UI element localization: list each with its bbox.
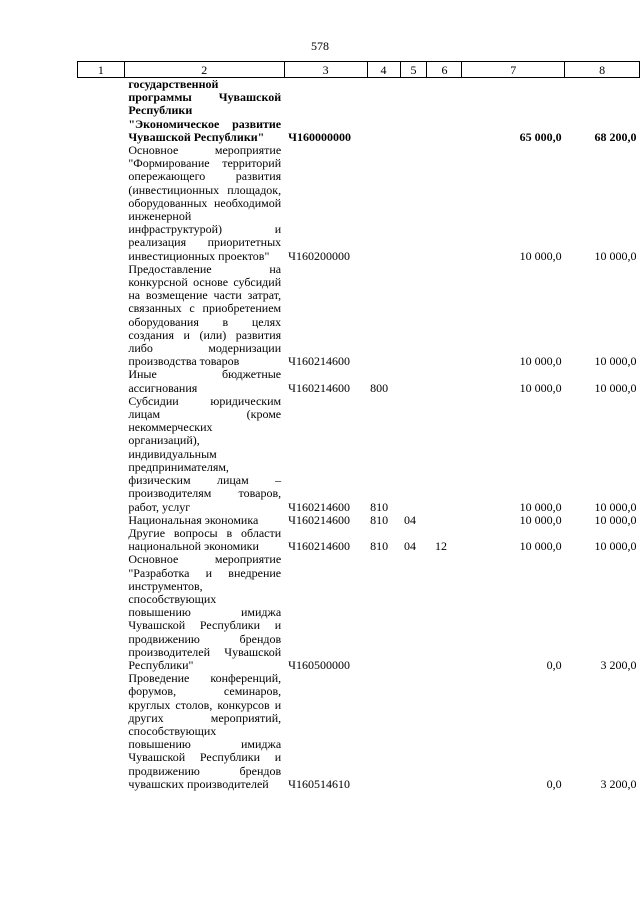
row-rz bbox=[400, 672, 427, 791]
row-code: Ч160000000 bbox=[288, 129, 351, 144]
table-row bbox=[78, 514, 640, 527]
row-code: Ч160214600 bbox=[288, 512, 350, 527]
table-row bbox=[78, 527, 640, 553]
row-pr: 12 bbox=[434, 539, 447, 554]
row-name: Предоставление на конкурсной основе субсидий на возмещение части затрат, связанных с приобретением оборудования в целях создания и (или) развития либо модернизации производства товаров bbox=[128, 261, 282, 369]
row-pr bbox=[427, 514, 462, 527]
row-name: Другие вопросы в области национальной экономики bbox=[128, 525, 282, 554]
row-vr bbox=[367, 144, 400, 263]
row-code: Ч160200000 bbox=[288, 248, 350, 263]
row-rz bbox=[400, 368, 427, 394]
row-code: Ч160514610 bbox=[288, 776, 350, 791]
row-pr bbox=[427, 553, 462, 672]
header-cell: 7 bbox=[462, 62, 565, 78]
row-name: государственной программы Чувашской Республики "Экономическое развитие Чувашской Республики" bbox=[128, 77, 282, 144]
row-pr bbox=[427, 263, 462, 369]
row-sum-1: 10 000,0 bbox=[519, 380, 562, 395]
row-rz bbox=[400, 263, 427, 369]
header-row bbox=[78, 62, 640, 78]
row-name: Иные бюджетные ассигнования bbox=[128, 367, 282, 395]
row-sum-2: 10 000,0 bbox=[594, 539, 637, 554]
row-vr bbox=[367, 553, 400, 672]
row-sum-1: 10 000,0 bbox=[519, 354, 562, 369]
row-vr: 810 bbox=[370, 512, 389, 527]
row-code: Ч160214600 bbox=[288, 354, 350, 369]
row-vr bbox=[367, 78, 400, 145]
row-sum-2: 10 000,0 bbox=[594, 248, 637, 263]
row-name: Основное мероприятие "Формирование территорий опережающего развития (инвестиционных площадок, оборудованных необходимой инженерной инфраструктурой) и реализация приоритетных инвестиционных проектов" bbox=[128, 143, 282, 263]
row-sum-1: 0,0 bbox=[546, 657, 562, 672]
row-sum-1: 65 000,0 bbox=[519, 129, 562, 144]
table-row bbox=[78, 553, 640, 672]
table-row bbox=[78, 672, 640, 791]
row-sum-2: 68 200,0 bbox=[594, 129, 637, 144]
row-rz bbox=[400, 144, 427, 263]
row-rz bbox=[400, 78, 427, 145]
header-cell: 4 bbox=[367, 62, 400, 78]
row-pr bbox=[427, 672, 462, 791]
row-code: Ч160214600 bbox=[288, 380, 350, 395]
table-row bbox=[78, 395, 640, 514]
row-name: Проведение конференций, форумов, семинаров, круглых столов, конкурсов и других мероприятий, способствующих повышению имиджа Чувашской Республики и продвижению брендов чувашских производителей bbox=[128, 671, 282, 791]
header-cell: 1 bbox=[78, 62, 125, 78]
table-row bbox=[78, 263, 640, 369]
row-sum-1: 10 000,0 bbox=[519, 539, 562, 554]
row-vr bbox=[367, 672, 400, 791]
table-row bbox=[78, 78, 640, 145]
row-sum-2: 10 000,0 bbox=[594, 499, 637, 514]
row-sum-2: 10 000,0 bbox=[594, 380, 637, 395]
header-cell: 5 bbox=[400, 62, 427, 78]
row-sum-1: 0,0 bbox=[546, 776, 562, 791]
row-pr bbox=[427, 144, 462, 263]
header-cell: 3 bbox=[284, 62, 367, 78]
row-rz: 04 bbox=[404, 512, 417, 527]
row-pr bbox=[427, 368, 462, 394]
header-cell: 6 bbox=[427, 62, 462, 78]
row-vr: 810 bbox=[370, 499, 389, 514]
header-cell: 2 bbox=[124, 62, 284, 78]
row-code: Ч160214600 bbox=[288, 539, 350, 554]
table-row bbox=[78, 144, 640, 263]
row-pr bbox=[427, 395, 462, 514]
row-vr: 800 bbox=[370, 380, 389, 395]
row-sum-1: 10 000,0 bbox=[519, 248, 562, 263]
budget-table bbox=[77, 61, 640, 791]
row-sum-1: 10 000,0 bbox=[519, 499, 562, 514]
table-row bbox=[78, 368, 640, 394]
row-name: Национальная экономика bbox=[128, 512, 259, 527]
row-name: Основное мероприятие "Разработка и внедрение инструментов, способствующих повышению имиджа Чувашской Республики и продвижению брендов производителей Чувашской Республики" bbox=[128, 552, 282, 672]
row-vr: 810 bbox=[370, 539, 389, 554]
row-sum-2: 10 000,0 bbox=[594, 512, 637, 527]
row-code: Ч160214600 bbox=[288, 499, 350, 514]
row-sum-1: 10 000,0 bbox=[519, 512, 562, 527]
row-sum-2: 10 000,0 bbox=[594, 354, 637, 369]
row-rz: 04 bbox=[404, 539, 417, 554]
row-pr bbox=[427, 78, 462, 145]
row-sum-2: 3 200,0 bbox=[600, 657, 637, 672]
row-code: Ч160500000 bbox=[288, 657, 350, 672]
row-rz bbox=[400, 553, 427, 672]
row-name: Субсидии юридическим лицам (кроме некоммерческих организаций), индивидуальным предпринимателям, физическим лицам – производителям товаров, работ, услуг bbox=[128, 393, 282, 514]
row-vr bbox=[367, 263, 400, 369]
row-sum-2: 3 200,0 bbox=[600, 776, 637, 791]
page-number: 578 bbox=[311, 39, 329, 53]
header-cell: 8 bbox=[565, 62, 640, 78]
row-rz bbox=[400, 395, 427, 514]
